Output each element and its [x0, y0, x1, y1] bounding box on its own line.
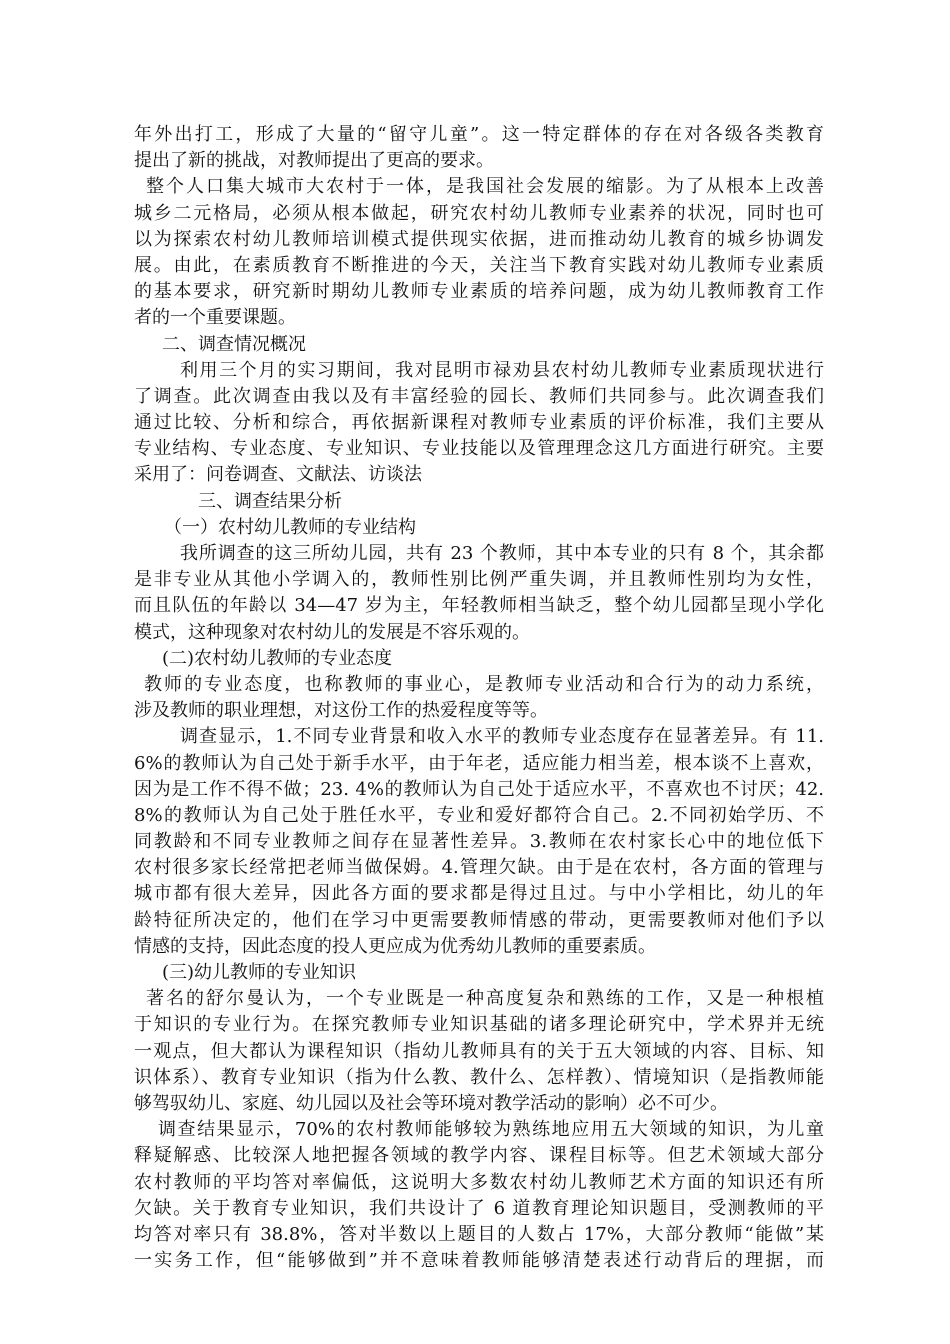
body-text [134, 122, 824, 1274]
text-line: 了调查。此次调查由我以及有丰富经验的园长、教师们共同参与。此次调查我们 [134, 385, 824, 407]
text-line: 释疑解惑、比较深人地把握各领域的教学内容、课程目标等。但艺术领域大部分 [134, 1145, 824, 1167]
text-line: 教师的专业态度，也称教师的事业心，是教师专业活动和合行为的动力系统， [144, 673, 824, 695]
text-line: 二、调查情况概况 [162, 333, 306, 355]
text-line: 者的一个重要课题。 [134, 307, 296, 329]
text-line: 而且队伍的年龄以 34—47 岁为主，年轻教师相当缺乏，整个幼儿园都呈现小学化 [134, 595, 824, 617]
text-line: 利用三个月的实习期间，我对昆明市禄劝县农村幼儿教师专业素质现状进行 [180, 359, 824, 381]
text-line: 识体系）、教育专业知识（指为什么教、教什么、怎样教）、情境知识（是指教师能 [134, 1066, 824, 1088]
text-line: (二)农村幼儿教师的专业态度 [162, 647, 393, 669]
text-line: 涉及教师的职业理想，对这份工作的热爱程度等等。 [134, 700, 548, 722]
text-line: 通过比较、分析和综合，再依据新课程对教师专业素质的评价标准，我们主要从 [134, 412, 824, 434]
text-line: 三、调查结果分析 [198, 490, 342, 512]
text-line: 够驾驭幼儿、家庭、幼儿园以及社会等环境对教学活动的影响）必不可少。 [134, 1092, 728, 1114]
text-line: 城乡二元格局，必须从根本做起，研究农村幼儿教师专业素养的状况，同时也可 [134, 202, 824, 224]
text-line: 同教龄和不同专业教师之间存在显著性差异。3.教师在农村家长心中的地位低下 [134, 831, 824, 853]
text-line: 提出了新的挑战，对教师提出了更高的要求。 [134, 150, 494, 172]
text-line: 农村很多家长经常把老师当做保姆。4.管理欠缺。由于是在农村，各方面的管理与 [134, 857, 824, 879]
text-line: 我所调查的这三所幼儿园，共有 23 个教师，其中本专业的只有 8 个，其余都 [180, 543, 824, 564]
text-line: 以为探索农村幼儿教师培训模式提供现实依据，进而推动幼儿教育的城乡协调发 [134, 228, 824, 250]
text-line: 因为是工作不得不做；23. 4%的教师认为自己处于适应水平，不喜欢也不讨厌；42. [134, 778, 824, 800]
text-line: 情感的支持，因此态度的投人更应成为优秀幼儿教师的重要素质。 [134, 935, 656, 957]
text-line: 专业结构、专业态度、专业知识、专业技能以及管理理念这几方面进行研究。主要 [134, 438, 824, 460]
text-line: (三)幼儿教师的专业知识 [162, 962, 357, 983]
text-line: 采用了：问卷调查、文献法、访谈法 [134, 464, 422, 486]
text-line: 是非专业从其他小学调入的，教师性别比例严重失调，并且教师性别均为女性， [134, 569, 824, 591]
text-line: 模式，这种现象对农村幼儿的发展是不容乐观的。 [134, 621, 530, 643]
text-line: 一实务工作，但“能够做到”并不意味着教师能够清楚表述行动背后的理据，而 [134, 1250, 824, 1272]
text-line: 调查结果显示，70%的农村教师能够较为熟练地应用五大领域的知识，为儿童 [158, 1119, 824, 1141]
text-line: 6%的教师认为自己处于新手水平，由于年老，适应能力相当差，根本谈不上喜欢， [134, 752, 824, 774]
text-line: 的基本要求，研究新时期幼儿教师专业素质的培养问题，成为幼儿教师教育工作 [134, 281, 824, 303]
text-line: 一观点，但大都认为课程知识（指幼儿教师具有的关于五大领域的内容、目标、知 [134, 1040, 824, 1062]
text-line: （一）农村幼儿教师的专业结构 [164, 516, 416, 538]
text-line: 整个人口集大城市大农村于一体，是我国社会发展的缩影。为了从根本上改善 [146, 176, 824, 198]
text-line: 城市都有很大差异，因此各方面的要求都是得过且过。与中小学相比，幼儿的年 [134, 883, 824, 905]
text-line: 均答对率只有 38.8%，答对半数以上题目的人数占 17%，大部分教师“能做”某 [134, 1223, 824, 1245]
text-line: 龄特征所决定的，他们在学习中更需要教师情感的带动，更需要教师对他们予以 [134, 909, 824, 931]
text-line: 调查显示，1.不同专业背景和收入水平的教师专业态度存在显著差异。有 11. [180, 726, 824, 748]
text-line: 年外出打工，形成了大量的“留守儿童”。这一特定群体的存在对各级各类教育 [134, 124, 824, 145]
text-line: 8%的教师认为自己处于胜任水平，专业和爱好都符合自己。2.不同初始学历、不 [134, 804, 824, 826]
text-line: 展。由此，在素质教育不断推进的今天，关注当下教育实践对幼儿教师专业素质 [134, 254, 824, 276]
text-line: 于知识的专业行为。在探究教师专业知识基础的诸多理论研究中，学术界并无统 [134, 1014, 824, 1036]
text-line: 农村教师的平均答对率偏低，这说明大多数农村幼儿教师艺术方面的知识还有所 [134, 1171, 824, 1193]
text-line: 著名的舒尔曼认为，一个专业既是一种高度复杂和熟练的工作，又是一种根植 [146, 988, 824, 1010]
text-line: 欠缺。关于教育专业知识，我们共设计了 6 道教育理论知识题目，受测教师的平 [134, 1197, 824, 1219]
